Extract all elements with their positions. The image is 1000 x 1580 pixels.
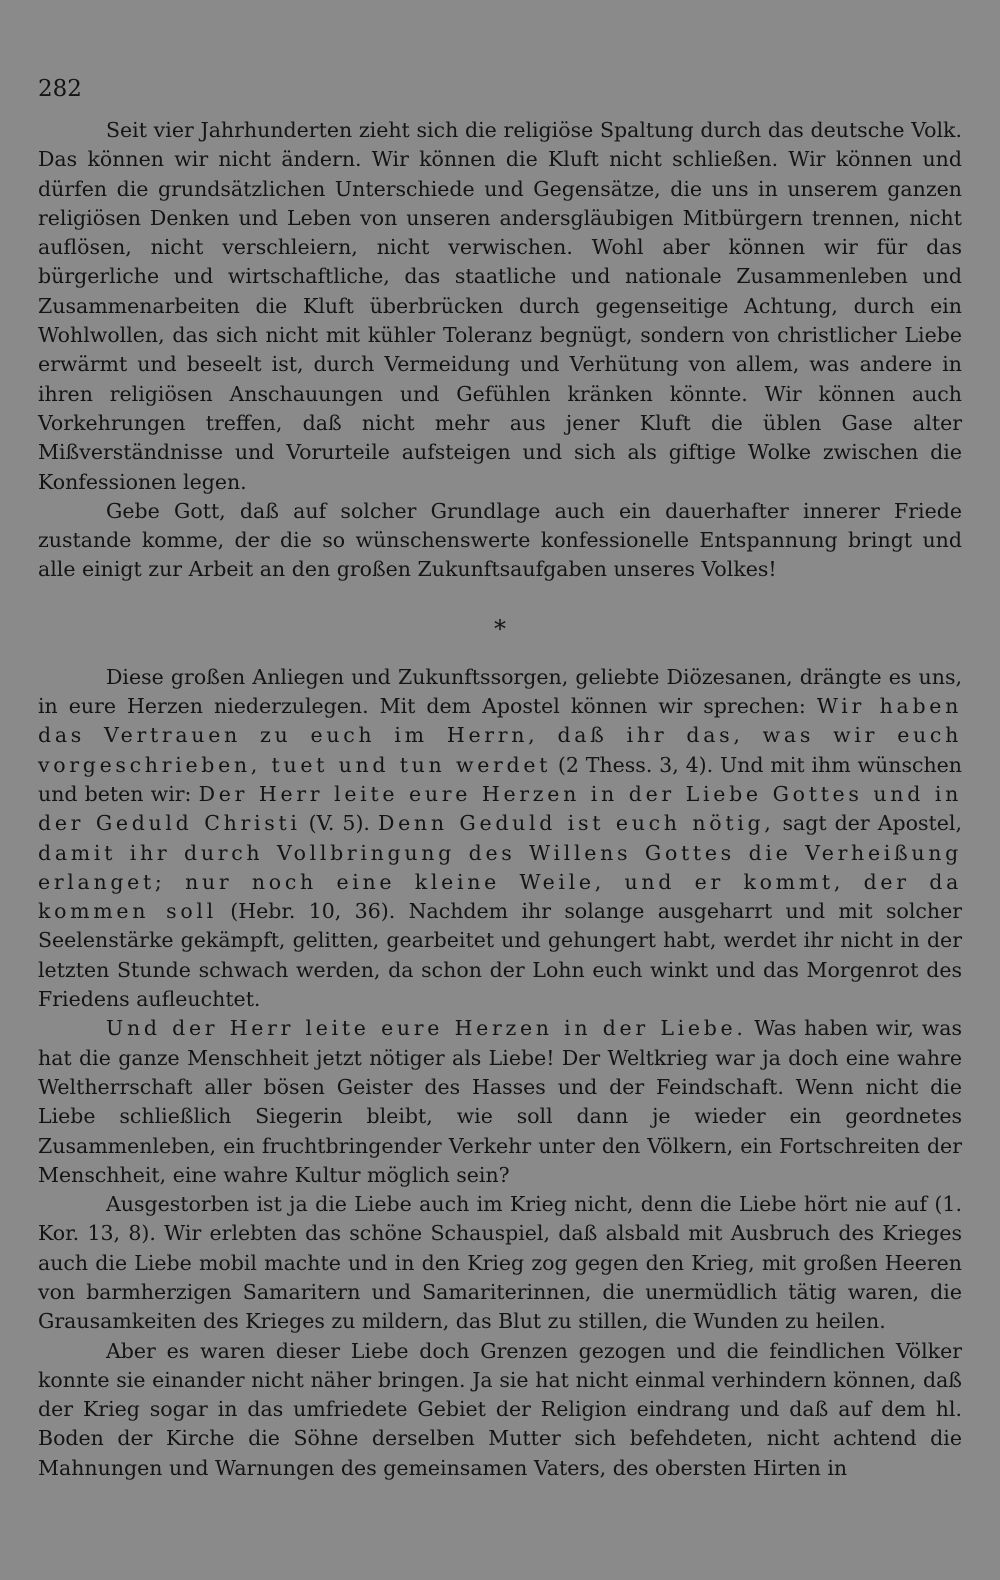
text-run: (V. 5). (300, 811, 378, 836)
paragraph-3 (38, 663, 962, 1015)
paragraph-6: Aber es waren dieser Liebe doch Grenzen gezogen und die feindlichen Völker konnte sie einander nicht näher bringen. Ja sie hat nicht einmal verhindern können, daß der Krieg sogar in das umfriedete Gebiet der Religion eindrang und daß auf dem hl. Boden der Kirche die Söhne derselben Mutter sich befehdeten, nicht achtend die Mahnungen und Warnungen des gemeinsamen Vaters, des obersten Hirten in (38, 1338, 962, 1480)
page-number: 282 (38, 76, 82, 102)
emphasized-quote: Der Herr leite eure Herzen in der Liebe Gottes und in der Geduld Christi (38, 781, 962, 836)
text-run: (Hebr. 10, 36). Nachdem ihr solange ausgeharrt und mit solcher Seelenstärke gekämpft, gelitten, gearbeitet und gehungert habt, werdet ihr nicht in der letzten Stunde schwach werden, da schon der Lohn euch winkt und das Morgenrot des Friedens aufleuchtet. (38, 899, 962, 1012)
text-run: Was haben wir, was hat die ganze Menschheit jetzt nötiger als Liebe! Der Weltkrieg war ja doch eine wahre Weltherrschaft aller bösen Geister des Hasses und der Feindschaft. Wenn nicht die Liebe schließlich Siegerin bleibt, wie soll dann je wieder ein geordnetes Zusammenleben, ein fruchtbringender Verkehr unter den Völkern, ein Fortschreiten der Menschheit, eine wahre Kultur möglich sein? (38, 1016, 962, 1187)
text-run: sagt der Apostel, (774, 811, 962, 836)
paragraph-4 (38, 1014, 962, 1190)
text-run: (2 Thess. 3, 4). Und mit ihm wünschen und beten wir: (38, 752, 962, 806)
emphasized-quote: Wir haben das Vertrauen zu euch im Herrn, daß ihr das, was wir euch vorgeschrieben, tuet und tun werdet (38, 694, 962, 777)
paragraph-1: Seit vier Jahrhunderten zieht sich die religiöse Spaltung durch das deutsche Volk. Das können wir nicht ändern. Wir können die Kluft nicht schließen. Wir können und dürfen die grundsätzlichen Unterschiede und Gegensätze, die uns in unserem ganzen religiösen Denken und Leben von unseren andersgläubigen Mitbürgern trennen, nicht auflösen, nicht verschleiern, nicht verwischen. Wohl aber können wir für das bürgerliche und wirtschaftliche, das staatliche und nationale Zusammenleben und Zusammenarbeiten die Kluft überbrücken durch gegenseitige Achtung, durch ein Wohlwollen, das sich nicht mit kühler Toleranz begnügt, sondern von christlicher Liebe erwärmt und beseelt ist, durch Vermeidung und Verhütung von allem, was andere in ihren religiösen Anschauungen und Gefühlen kränken könnte. Wir können auch Vorkehrungen treffen, daß nicht mehr aus jener Kluft die üblen Gase alter Mißverständnisse und Vorurteile aufsteigen und sich als giftige Wolke zwischen die Konfessionen legen. (38, 118, 962, 494)
emphasized-quote: Denn Geduld ist euch nötig, (377, 811, 775, 836)
section-divider: * (494, 614, 506, 643)
emphasized-quote: damit ihr durch Vollbringung des Willens Gottes die Verheißung erlanget; nur noch eine kleine Weile, und er kommt, der da kommen soll (38, 840, 962, 924)
paragraph-5: Ausgestorben ist ja die Liebe auch im Krieg nicht, denn die Liebe hört nie auf (1. Kor. 13, 8). Wir erlebten das schöne Schauspiel, daß alsbald mit Ausbruch des Krieges auch die Liebe mobil machte und in den Krieg zog gegen den Krieg, mit großen Heeren von barmherzigen Samaritern und Samariterinnen, die unermüdlich tätig waren, die Grausamkeiten des Krieges zu mildern, das Blut zu stillen, die Wunden zu heilen. (38, 1192, 962, 1334)
emphasized-quote: Und der Herr leite eure Herzen in der Liebe. (106, 1016, 747, 1041)
text-run: Diese großen Anliegen und Zukunftssorgen, geliebte Diözesanen, drängte es uns, in eure Herzen niederzulegen. Mit dem Apostel können wir sprechen: (38, 664, 962, 719)
paragraph-2: Gebe Gott, daß auf solcher Grundlage auch ein dauerhafter innerer Friede zustande komme, der die so wünschenswerte konfessionelle Entspannung bringt und alle einigt zur Arbeit an den großen Zukunftsaufgaben unseres Volkes! (38, 498, 962, 582)
